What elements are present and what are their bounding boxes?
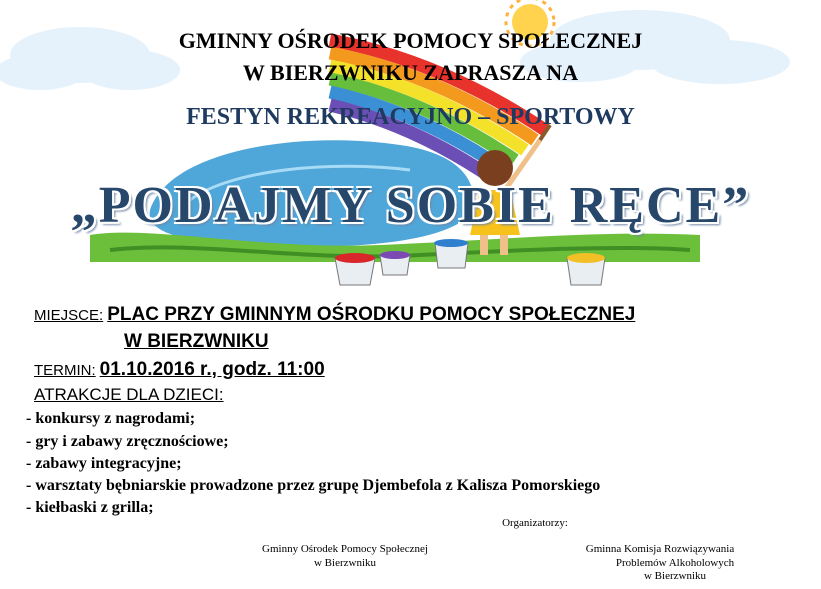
organizers-heading: Organizatorzy: bbox=[502, 517, 568, 529]
paint-bucket-icon bbox=[335, 253, 375, 285]
organizer-2-line-1: Gminna Komisja Rozwiązywania bbox=[585, 543, 735, 555]
place-label: MIEJSCE: bbox=[34, 307, 104, 324]
header-line-2: W BIERZWNIKU ZAPRASZA NA bbox=[242, 60, 579, 85]
place-value-line-2: W BIERZWNIKU bbox=[124, 331, 269, 352]
event-title: „PODAJMY SOBIE RĘCE” bbox=[70, 177, 751, 234]
list-item: - kiełbaski z grilla; bbox=[26, 499, 154, 516]
date-row bbox=[34, 359, 325, 381]
attractions-heading: ATRAKCJE DLA DZIECI: bbox=[34, 385, 224, 404]
header-line-1: GMINNY OŚRODEK POMOCY SPOŁECZNEJ bbox=[178, 28, 643, 53]
list-item: - warsztaty bębniarskie prowadzone przez grupę Djembefola z Kalisza Pomorskiego bbox=[26, 477, 601, 494]
event-type: FESTYN REKREACYJNO – SPORTOWY bbox=[186, 104, 635, 130]
place-row bbox=[34, 304, 635, 326]
paint-bucket-icon bbox=[567, 253, 605, 285]
paint-bucket-icon bbox=[434, 239, 468, 268]
list-item: - gry i zabawy zręcznościowe; bbox=[26, 433, 229, 450]
paint-bucket-icon bbox=[380, 251, 410, 275]
date-label: TERMIN: bbox=[34, 362, 96, 379]
place-value: PLAC PRZY GMINNYM OŚRODKU POMOCY SPOŁECZNEJ bbox=[107, 304, 636, 325]
organizer-1-line-1: Gminny Ośrodek Pomocy Społecznej bbox=[262, 543, 428, 555]
list-item: - konkursy z nagrodami; bbox=[26, 410, 196, 427]
organizer-1-line-2: w Bierzwniku bbox=[313, 557, 376, 569]
list-item: - zabawy integracyjne; bbox=[26, 455, 182, 472]
organizer-2-line-3: w Bierzwniku bbox=[643, 570, 706, 582]
organizer-2-line-2: Problemów Alkoholowych bbox=[615, 557, 735, 569]
date-value: 01.10.2016 r., godz. 11:00 bbox=[99, 359, 325, 380]
